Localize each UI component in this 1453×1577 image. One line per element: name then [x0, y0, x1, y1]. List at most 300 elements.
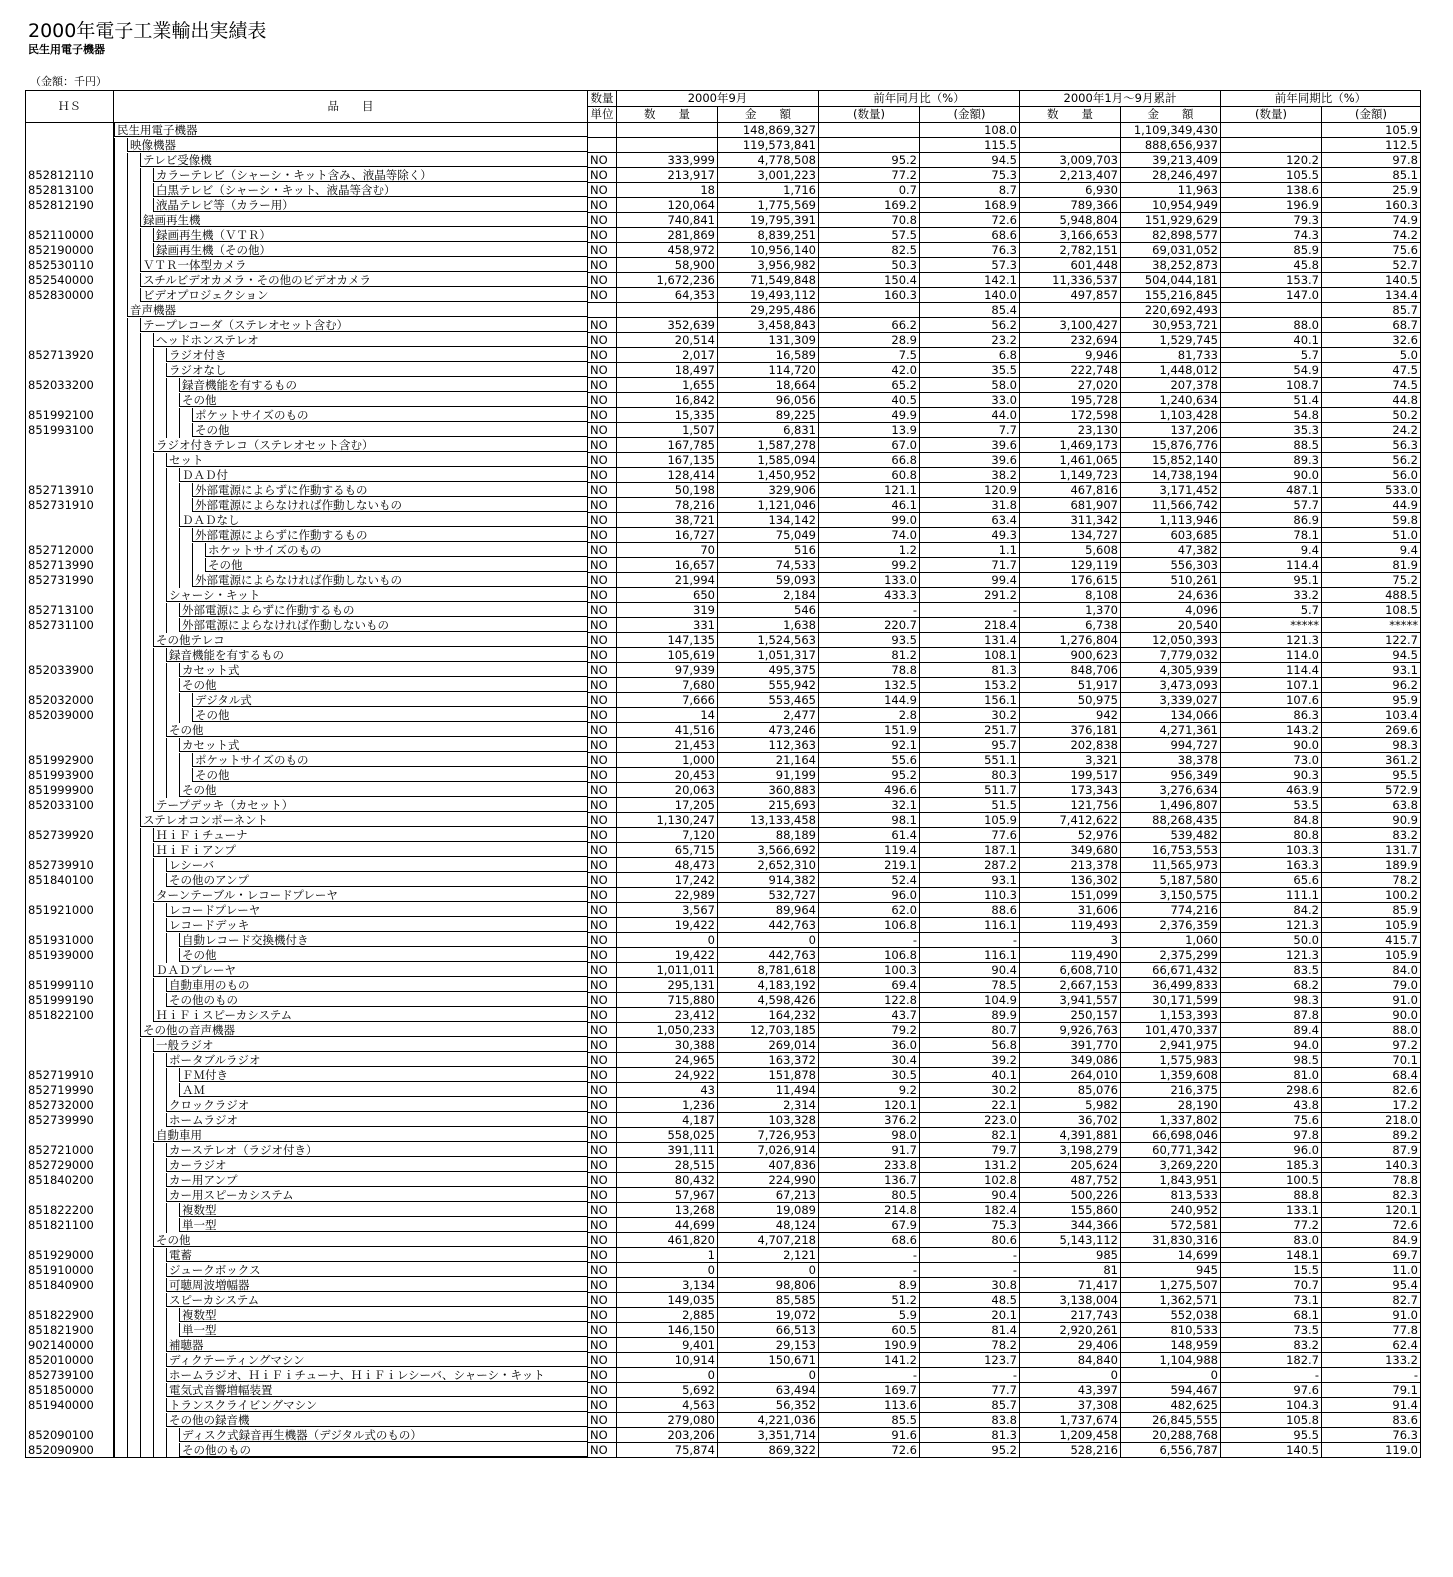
yoy-month-qty: 91.6: [819, 1428, 920, 1443]
tree-guide: [140, 1173, 141, 1188]
hs-code: [26, 123, 114, 138]
month-qty: [617, 123, 718, 138]
month-qty: 65,715: [617, 843, 718, 858]
tree-guide: [179, 768, 180, 783]
tree-guide: [166, 558, 167, 573]
cum-amount: 3,269,220: [1121, 1158, 1221, 1173]
item-cell: [114, 318, 588, 333]
hs-code: [26, 888, 114, 903]
item-name: カセット式: [179, 663, 587, 677]
unit: NO: [588, 333, 617, 348]
item-name: シャーシ・キット: [166, 588, 587, 602]
yoy-cum-qty: 95.5: [1221, 1428, 1322, 1443]
hs-code: 851939000: [26, 948, 114, 963]
hs-code: [26, 648, 114, 663]
cum-amount: 945: [1121, 1263, 1221, 1278]
yoy-month-amount: 75.3: [920, 1218, 1020, 1233]
yoy-cumulative-header: 前年同期比（%）: [1221, 91, 1421, 107]
tree-guide: [140, 1143, 141, 1158]
table-row: [26, 1083, 1421, 1098]
month-amount: 59,093: [718, 573, 819, 588]
month-qty: 1,050,233: [617, 1023, 718, 1038]
hs-code: 852712000: [26, 543, 114, 558]
yoy-cum-amount: 62.4: [1322, 1338, 1421, 1353]
yoy-cum-amount: 44.8: [1322, 393, 1421, 408]
item-name: その他: [179, 678, 587, 692]
yoy-cum-qty: 121.3: [1221, 948, 1322, 963]
cum-amount: 36,499,833: [1121, 978, 1221, 993]
cum-amount: 15,876,776: [1121, 438, 1221, 453]
yoy-cum-qty: 83.2: [1221, 1338, 1322, 1353]
yoy-cum-qty: 120.2: [1221, 153, 1322, 168]
tree-guide: [140, 873, 141, 888]
cum-amount: 1,337,802: [1121, 1113, 1221, 1128]
tree-guide: [114, 963, 115, 978]
cum-amount: 47,382: [1121, 543, 1221, 558]
unit: NO: [588, 588, 617, 603]
cum-amount: 137,206: [1121, 423, 1221, 438]
yoy-cum-qty: 35.3: [1221, 423, 1322, 438]
cum-qty: 134,727: [1020, 528, 1121, 543]
tree-guide: [153, 1068, 154, 1083]
yoy-month-amount: 80.6: [920, 1233, 1020, 1248]
month-amount: 1,587,278: [718, 438, 819, 453]
cum-amount: 207,378: [1121, 378, 1221, 393]
table-row: [26, 738, 1421, 753]
yoy-cum-amount: 91.0: [1322, 993, 1421, 1008]
yoy-month-amount: -: [920, 1248, 1020, 1263]
tree-guide: [140, 603, 141, 618]
tree-guide: [140, 753, 141, 768]
unit: NO: [588, 1113, 617, 1128]
yoy-cum-qty: 105.5: [1221, 168, 1322, 183]
cum-amount: 134,066: [1121, 708, 1221, 723]
unit: NO: [588, 783, 617, 798]
cum-amount: 60,771,342: [1121, 1143, 1221, 1158]
tree-guide: [179, 408, 180, 423]
item-name: その他: [179, 783, 587, 797]
item-cell: [114, 993, 588, 1008]
month-amount: 89,225: [718, 408, 819, 423]
table-row: [26, 708, 1421, 723]
tree-guide: [166, 753, 167, 768]
table-row: [26, 273, 1421, 288]
yoy-month-amount: 30.2: [920, 1083, 1020, 1098]
month-qty: 391,111: [617, 1143, 718, 1158]
cum-qty: 121,756: [1020, 798, 1121, 813]
tree-guide: [140, 483, 141, 498]
unit: NO: [588, 1203, 617, 1218]
month-qty-header: 数 量: [617, 107, 718, 123]
tree-guide: [140, 528, 141, 543]
tree-guide: [140, 588, 141, 603]
yoy-cum-amount: -: [1322, 1368, 1421, 1383]
tree-guide: [114, 858, 115, 873]
tree-guide: [153, 873, 154, 888]
month-qty: 58,900: [617, 258, 718, 273]
tree-guide: [140, 408, 141, 423]
cum-qty: 205,624: [1020, 1158, 1121, 1173]
tree-guide: [114, 258, 115, 273]
tree-guide: [127, 1293, 128, 1308]
item-cell: [114, 1413, 588, 1428]
tree-guide: [114, 798, 115, 813]
yoy-month-qty: -: [819, 603, 920, 618]
yoy-cum-qty: 79.3: [1221, 213, 1322, 228]
export-table: [25, 90, 1421, 1458]
tree-guide: [114, 198, 115, 213]
tree-guide: [114, 453, 115, 468]
cum-amount: 1,362,571: [1121, 1293, 1221, 1308]
tree-guide: [127, 258, 128, 273]
tree-guide: [140, 348, 141, 363]
hs-code: [26, 1413, 114, 1428]
item-cell: [114, 978, 588, 993]
yoy-month-amount: 287.2: [920, 858, 1020, 873]
table-row: [26, 543, 1421, 558]
tree-guide: [127, 543, 128, 558]
item-name: その他: [179, 393, 587, 407]
yoy-month-qty: 122.8: [819, 993, 920, 1008]
yoy-month-qty: 52.4: [819, 873, 920, 888]
yoy-cum-qty: 90.3: [1221, 768, 1322, 783]
cum-qty: 487,752: [1020, 1173, 1121, 1188]
month-amount: 1,121,046: [718, 498, 819, 513]
tree-guide: [127, 348, 128, 363]
table-row: [26, 1263, 1421, 1278]
tree-guide: [166, 393, 167, 408]
unit: NO: [588, 1173, 617, 1188]
yoy-cum-qty: [1221, 138, 1322, 153]
yoy-cum-amount: 189.9: [1322, 858, 1421, 873]
table-row: [26, 408, 1421, 423]
unit: NO: [588, 198, 617, 213]
hs-code: [26, 963, 114, 978]
yoy-month-qty: 85.5: [819, 1413, 920, 1428]
table-row: [26, 603, 1421, 618]
tree-guide: [153, 558, 154, 573]
tree-guide: [114, 1278, 115, 1293]
yoy-cum-qty: 78.1: [1221, 528, 1322, 543]
cum-amount: 0: [1121, 1368, 1221, 1383]
month-qty: 295,131: [617, 978, 718, 993]
item-cell: [114, 1428, 588, 1443]
month-qty: 20,453: [617, 768, 718, 783]
yoy-cum-amount: 97.8: [1322, 153, 1421, 168]
cum-amount: 220,692,493: [1121, 303, 1221, 318]
tree-guide: [140, 858, 141, 873]
table-row: [26, 1023, 1421, 1038]
item-name: 外部電源によらなければ作動しないもの: [179, 618, 587, 632]
tree-guide: [140, 1203, 141, 1218]
yoy-month-amount: 81.4: [920, 1323, 1020, 1338]
tree-guide: [153, 498, 154, 513]
item-cell: [114, 123, 588, 138]
month-amount: 329,906: [718, 483, 819, 498]
unit: NO: [588, 543, 617, 558]
yoy-cum-qty: 147.0: [1221, 288, 1322, 303]
tree-guide: [153, 363, 154, 378]
tree-guide: [114, 903, 115, 918]
tree-guide: [140, 648, 141, 663]
hs-code: 852032000: [26, 693, 114, 708]
tree-guide: [140, 1218, 141, 1233]
unit: NO: [588, 183, 617, 198]
item-cell: [114, 1038, 588, 1053]
tree-guide: [153, 978, 154, 993]
item-name: 液晶テレビ等（カラー用）: [153, 198, 587, 212]
yoy-cum-amount: 44.9: [1322, 498, 1421, 513]
tree-guide: [127, 213, 128, 228]
item-cell: [114, 768, 588, 783]
tree-guide: [127, 423, 128, 438]
hs-code: 852812110: [26, 168, 114, 183]
yoy-month-qty: 13.9: [819, 423, 920, 438]
yoy-month-amount: -: [920, 603, 1020, 618]
cum-amount: 6,556,787: [1121, 1443, 1221, 1458]
yoy-cum-amount: 69.7: [1322, 1248, 1421, 1263]
month-amount: 442,763: [718, 948, 819, 963]
item-cell: [114, 1398, 588, 1413]
hs-code: 852110000: [26, 228, 114, 243]
tree-guide: [114, 333, 115, 348]
table-row: [26, 933, 1421, 948]
tree-guide: [153, 588, 154, 603]
cum-qty: 3,138,004: [1020, 1293, 1121, 1308]
month-amount: 12,703,185: [718, 1023, 819, 1038]
tree-guide: [153, 903, 154, 918]
unit: NO: [588, 1098, 617, 1113]
yoy-cum-amount: 85.9: [1322, 903, 1421, 918]
item-name: その他: [192, 768, 587, 782]
yoy-cum-amount: 79.1: [1322, 1383, 1421, 1398]
month-qty: 147,135: [617, 633, 718, 648]
yoy-month-qty: 99.2: [819, 558, 920, 573]
month-qty: 1,655: [617, 378, 718, 393]
yoy-month-amount: 6.8: [920, 348, 1020, 363]
unit: NO: [588, 873, 617, 888]
cum-qty: 81: [1020, 1263, 1121, 1278]
hs-code: 851821100: [26, 1218, 114, 1233]
yoy-month-qty: 95.2: [819, 768, 920, 783]
table-row: [26, 1308, 1421, 1323]
table-row: [26, 513, 1421, 528]
yoy-month-amount: 153.2: [920, 678, 1020, 693]
cum-amount: 81,733: [1121, 348, 1221, 363]
item-cell: [114, 1083, 588, 1098]
yoy-month-amount: 95.7: [920, 738, 1020, 753]
month-qty: 21,994: [617, 573, 718, 588]
unit: NO: [588, 273, 617, 288]
month-amount: 19,089: [718, 1203, 819, 1218]
yoy-month-amount: 78.2: [920, 1338, 1020, 1353]
table-row: [26, 888, 1421, 903]
tree-guide: [166, 528, 167, 543]
yoy-cum-amount: 95.5: [1322, 768, 1421, 783]
cum-amount: 510,261: [1121, 573, 1221, 588]
cum-qty: 6,738: [1020, 618, 1121, 633]
table-row: [26, 1353, 1421, 1368]
item-name: その他のもの: [166, 993, 587, 1007]
month-qty: 19,422: [617, 948, 718, 963]
cum-qty: 311,342: [1020, 513, 1121, 528]
item-name: 民生用電子機器: [114, 123, 587, 137]
item-cell: [114, 1353, 588, 1368]
yoy-month-amount: 80.3: [920, 768, 1020, 783]
tree-guide: [127, 468, 128, 483]
yoy-month-qty: 62.0: [819, 903, 920, 918]
item-name: ビデオプロジェクション: [140, 288, 587, 302]
month-amount: 8,839,251: [718, 228, 819, 243]
tree-guide: [114, 753, 115, 768]
tree-guide: [140, 1053, 141, 1068]
yoy-cum-amount: 533.0: [1322, 483, 1421, 498]
unit: NO: [588, 1188, 617, 1203]
month-qty: 458,972: [617, 243, 718, 258]
table-row: [26, 1158, 1421, 1173]
tree-guide: [114, 693, 115, 708]
item-name: ＤＡＤなし: [179, 513, 587, 527]
month-qty: 2,885: [617, 1308, 718, 1323]
month-qty: 105,619: [617, 648, 718, 663]
cum-amount: 11,565,973: [1121, 858, 1221, 873]
tree-guide: [114, 273, 115, 288]
month-amount: 2,477: [718, 708, 819, 723]
item-cell: [114, 273, 588, 288]
tree-guide: [114, 1443, 115, 1458]
yoy-month-amount: 116.1: [920, 918, 1020, 933]
table-row: [26, 783, 1421, 798]
yoy-month-qty: 5.9: [819, 1308, 920, 1323]
tree-guide: [114, 1323, 115, 1338]
hs-code: [26, 1053, 114, 1068]
yoy-month-qty: 78.8: [819, 663, 920, 678]
yoy-month-qty: 40.5: [819, 393, 920, 408]
item-name: その他: [192, 708, 587, 722]
item-cell: [114, 498, 588, 513]
yoy-cum-amount: 96.2: [1322, 678, 1421, 693]
tree-guide: [114, 648, 115, 663]
tree-guide: [114, 1263, 115, 1278]
hs-code: [26, 318, 114, 333]
yoy-month-qty: 219.1: [819, 858, 920, 873]
month-qty: 167,135: [617, 453, 718, 468]
month-amount: 553,465: [718, 693, 819, 708]
cum-qty: 789,366: [1020, 198, 1121, 213]
cum-amount: 594,467: [1121, 1383, 1221, 1398]
tree-guide: [140, 1413, 141, 1428]
item-cell: [114, 1203, 588, 1218]
yoy-cum-qty: 73.0: [1221, 753, 1322, 768]
hs-code: 851992100: [26, 408, 114, 423]
tree-guide: [127, 528, 128, 543]
yoy-month-qty: 65.2: [819, 378, 920, 393]
hs-code: 851822200: [26, 1203, 114, 1218]
tree-guide: [114, 1203, 115, 1218]
yoy-month-qty: 91.7: [819, 1143, 920, 1158]
cum-amount: 15,852,140: [1121, 453, 1221, 468]
item-cell: [114, 678, 588, 693]
unit: NO: [588, 1383, 617, 1398]
cum-amount: 1,240,634: [1121, 393, 1221, 408]
cum-qty: 37,308: [1020, 1398, 1121, 1413]
yoy-month-amount: 68.6: [920, 228, 1020, 243]
cum-amount: 240,952: [1121, 1203, 1221, 1218]
tree-guide: [153, 948, 154, 963]
cum-qty: 29,406: [1020, 1338, 1121, 1353]
cum-amount: 5,187,580: [1121, 873, 1221, 888]
yoy-cum-amount: 95.4: [1322, 1278, 1421, 1293]
yoy-month-amount: 85.4: [920, 303, 1020, 318]
cum-amount: 813,533: [1121, 1188, 1221, 1203]
month-qty: [617, 303, 718, 318]
yoy-month-amount: 89.9: [920, 1008, 1020, 1023]
tree-guide: [114, 603, 115, 618]
yoy-month-amount: 156.1: [920, 693, 1020, 708]
tree-guide: [140, 1443, 141, 1458]
month-amount: 75,049: [718, 528, 819, 543]
tree-guide: [114, 1038, 115, 1053]
tree-guide: [127, 873, 128, 888]
item-name: その他テレコ: [153, 633, 587, 647]
hs-code: 902140000: [26, 1338, 114, 1353]
table-row: [26, 1338, 1421, 1353]
tree-guide: [127, 1383, 128, 1398]
month-qty: 146,150: [617, 1323, 718, 1338]
item-name: 自動車用: [153, 1128, 587, 1142]
yoy-cum-qty: 97.8: [1221, 1128, 1322, 1143]
tree-guide: [127, 1398, 128, 1413]
item-name: その他: [179, 948, 587, 962]
unit: NO: [588, 618, 617, 633]
cum-amount: 14,738,194: [1121, 468, 1221, 483]
month-qty: 19,422: [617, 918, 718, 933]
cum-qty: 2,920,261: [1020, 1323, 1121, 1338]
unit: NO: [588, 993, 617, 1008]
month-amount: 1,450,952: [718, 468, 819, 483]
item-name: ＦＭ付き: [179, 1068, 587, 1082]
item-name: スピーカシステム: [166, 1293, 587, 1307]
hs-code: [26, 393, 114, 408]
yoy-month-qty: 50.3: [819, 258, 920, 273]
tree-guide: [166, 678, 167, 693]
tree-guide: [140, 888, 141, 903]
yoy-cum-qty: 94.0: [1221, 1038, 1322, 1053]
unit: NO: [588, 1443, 617, 1458]
yoy-month-qty: 160.3: [819, 288, 920, 303]
unit: NO: [588, 648, 617, 663]
item-name: その他のアンプ: [166, 873, 587, 887]
table-row: [26, 813, 1421, 828]
yoy-month-amount: 40.1: [920, 1068, 1020, 1083]
cum-qty: [1020, 303, 1121, 318]
month-qty: 16,657: [617, 558, 718, 573]
yoy-cum-amount: 79.0: [1322, 978, 1421, 993]
tree-guide: [127, 1098, 128, 1113]
cum-qty: 942: [1020, 708, 1121, 723]
table-row: [26, 258, 1421, 273]
yoy-cum-amount: 87.9: [1322, 1143, 1421, 1158]
yoy-month-amount: 218.4: [920, 618, 1020, 633]
item-cell: [114, 243, 588, 258]
tree-guide: [127, 1413, 128, 1428]
tree-guide: [127, 1053, 128, 1068]
tree-guide: [127, 663, 128, 678]
month-amount: 85,585: [718, 1293, 819, 1308]
item-name: トランスクライビングマシン: [166, 1398, 587, 1412]
tree-guide: [166, 543, 167, 558]
item-cell: [114, 693, 588, 708]
